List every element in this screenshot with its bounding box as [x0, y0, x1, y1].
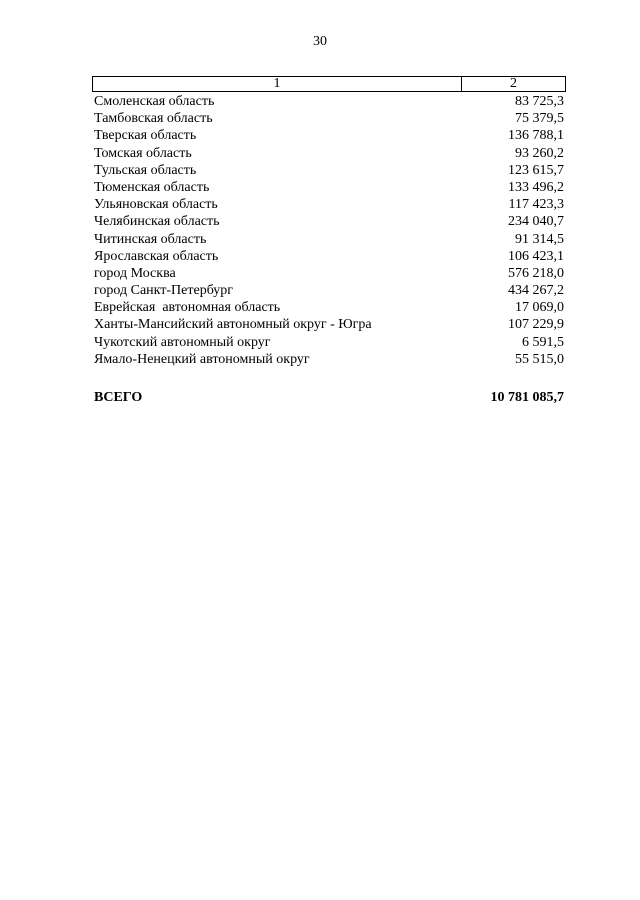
region-value: 75 379,5 [515, 111, 564, 127]
table-row [94, 351, 566, 368]
region-value: 123 615,7 [508, 162, 564, 178]
region-value: 234 040,7 [508, 214, 564, 230]
region-name: Ульяновская область [94, 197, 218, 213]
region-value: 106 423,1 [508, 248, 564, 264]
region-name: Тверская область [94, 128, 197, 144]
table-row [94, 299, 566, 316]
table-row [94, 282, 566, 299]
region-name: Томская область [94, 145, 192, 161]
table-row [94, 145, 566, 162]
region-value: 91 314,5 [515, 231, 564, 247]
table-row [94, 127, 566, 144]
column-header-2: 2 [510, 76, 517, 91]
table-row [94, 110, 566, 127]
region-value: 117 423,3 [508, 197, 564, 213]
table-row [94, 213, 566, 230]
region-name: Челябинская область [94, 214, 220, 230]
table-row [94, 231, 566, 248]
region-name: Тамбовская область [94, 111, 213, 127]
table-row [94, 316, 566, 333]
region-value: 434 267,2 [508, 283, 564, 299]
table-row [94, 334, 566, 351]
region-value: 107 229,9 [508, 317, 564, 333]
region-value: 93 260,2 [515, 145, 564, 161]
region-value: 136 788,1 [508, 128, 564, 144]
region-name: Смоленская область [94, 94, 215, 109]
table-body [94, 93, 566, 368]
region-name: Тульская область [94, 162, 197, 178]
region-value: 576 218,0 [508, 265, 564, 281]
total-value: 10 781 085,7 [490, 390, 564, 405]
region-value: 133 496,2 [508, 179, 564, 195]
region-name: Ярославская область [94, 248, 219, 264]
table-row [94, 93, 566, 110]
region-value: 55 515,0 [515, 351, 564, 367]
table-header [92, 76, 566, 92]
region-name: Ямало-Ненецкий автономный округ [94, 351, 310, 367]
region-name: Читинская область [94, 231, 207, 247]
region-name: Чукотский автономный округ [94, 334, 271, 350]
column-header-1: 1 [93, 77, 462, 91]
table-row [94, 179, 566, 196]
region-name: город Москва [94, 265, 176, 281]
table-row [94, 196, 566, 213]
region-name: Ханты-Мансийский автономный округ - Югра [94, 317, 372, 333]
region-value: 17 069,0 [515, 300, 564, 316]
table-row [94, 248, 566, 265]
total-label: ВСЕГО [94, 390, 143, 405]
page-number: 30 [313, 34, 327, 49]
region-name: Еврейская автономная область [94, 300, 281, 316]
region-name: город Санкт-Петербург [94, 283, 234, 299]
region-value: 83 725,3 [515, 94, 564, 109]
region-name: Тюменская область [94, 179, 210, 195]
table-row [94, 162, 566, 179]
region-value: 6 591,5 [522, 334, 564, 350]
table-row [94, 265, 566, 282]
total-row [94, 389, 566, 406]
